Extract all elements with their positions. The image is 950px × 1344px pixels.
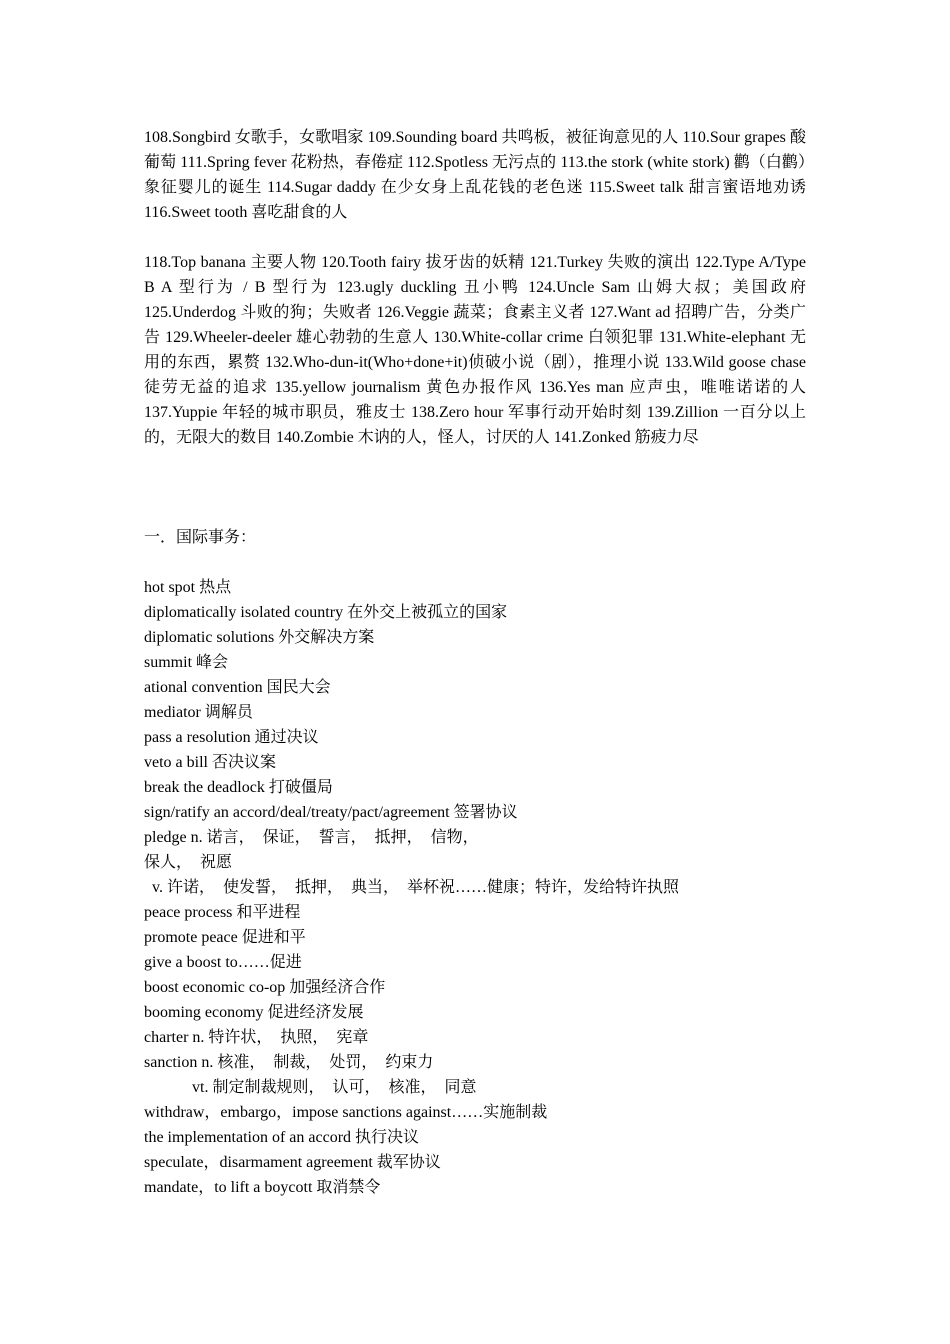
term-line: mediator 调解员 [144,704,253,721]
term-line: sanction n. 核准， 制裁， 处罚， 约束力 [144,1054,434,1071]
term-line: ational convention 国民大会 [144,679,331,696]
term-line: speculate，disarmament agreement 裁军协议 [144,1154,441,1171]
term-line: pass a resolution 通过决议 [144,729,319,746]
term-line: vt. 制定制裁规则， 认可， 核准， 同意 [144,1079,477,1096]
term-line: 保人， 祝愿 [144,854,233,871]
term-line: booming economy 促进经济发展 [144,1004,364,1021]
term-list [144,575,806,1200]
term-line: pledge n. 诺言， 保证， 誓言， 抵押， 信物， [144,829,479,846]
term-line: summit 峰会 [144,654,229,671]
term-line: peace process 和平进程 [144,904,301,921]
term-line: give a boost to……促进 [144,954,302,971]
section-heading: 一．国际事务： [144,529,257,546]
term-line: diplomatically isolated country 在外交上被孤立的国家 [144,604,508,621]
term-line: break the deadlock 打破僵局 [144,779,333,796]
term-line: diplomatic solutions 外交解决方案 [144,629,375,646]
term-line: charter n. 特许状， 执照， 宪章 [144,1029,369,1046]
term-line: withdraw，embargo，impose sanctions against……实施制裁 [144,1104,548,1121]
vocab-paragraph-2: 118.Top banana 主要人物 120.Tooth fairy 拔牙齿的妖精 121.Turkey 失败的演出 122.Type A/Type B A 型行为 / B 型行为 123.ugly duckling 丑小鸭 124.Uncle Sam 山姆大叔；美国政府 125.Underdog 斗败的狗；失败者 126.Veggie 蔬菜；食素主义者 127.Want ad 招聘广告，分类广告 129.Wheeler-deeler 雄心勃勃的生意人 130.White-collar crime 白领犯罪 131.White-elephant 无用的东西，累赘 132.Who-dun-it(Who+done+it)侦破小说（剧），推理小说 133.Wild goose chase 徒劳无益的追求 135.yellow journalism 黄色办报作风 136.Yes man 应声虫，唯唯诺诺的人 137.Yuppie 年轻的城市职员，雅皮士 138.Zero hour 军事行动开始时刻 139.Zillion 一百分以上的，无限大的数目 140.Zombie 木讷的人，怪人，讨厌的人 141.Zonked 筋疲力尽 [144,254,806,446]
term-line: hot spot 热点 [144,579,232,596]
term-line: mandate，to lift a boycott 取消禁令 [144,1179,381,1196]
term-line: sign/ratify an accord/deal/treaty/pact/agreement 签署协议 [144,804,518,821]
term-line: veto a bill 否决议案 [144,754,276,771]
term-line: boost economic co-op 加强经济合作 [144,979,386,996]
term-line: the implementation of an accord 执行决议 [144,1129,420,1146]
term-line: v. 许诺， 使发誓， 抵押， 典当， 举杯祝……健康；特许，发给特许执照 [144,879,679,896]
document-page [144,125,806,1200]
vocab-paragraph-1: 108.Songbird 女歌手，女歌唱家 109.Sounding board 共鸣板，被征询意见的人 110.Sour grapes 酸葡萄 111.Spring fever 花粉热，春倦症 112.Spotless 无污点的 113.the stork (white stork) 鹳（白鹳）象征婴儿的诞生 114.Sugar daddy 在少女身上乱花钱的老色迷 115.Sweet talk 甜言蜜语地劝诱 116.Sweet tooth 喜吃甜食的人 [144,129,806,221]
term-line: promote peace 促进和平 [144,929,306,946]
